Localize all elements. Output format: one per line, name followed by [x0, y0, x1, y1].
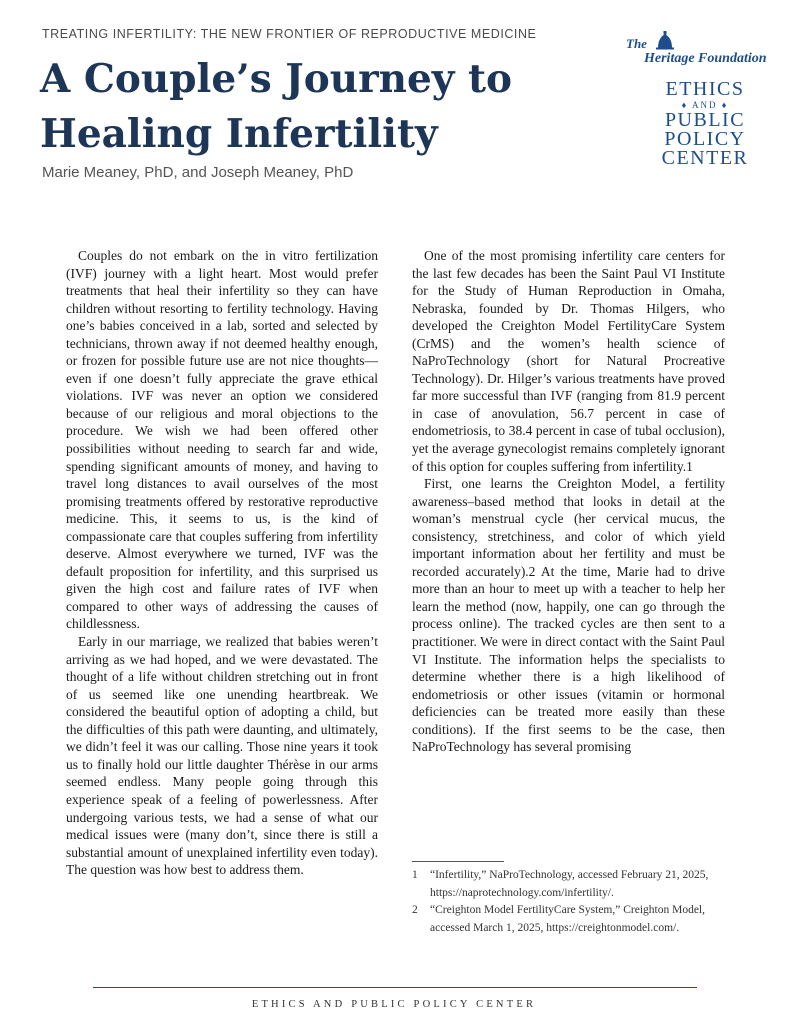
heritage-foundation-logo: [626, 30, 776, 70]
body-column-right: [412, 247, 725, 756]
footnote-text: “Infertility,” NaProTechnology, accessed February 21, 2025, https://naprotechnology.com/infertility/.: [430, 869, 709, 899]
body-paragraph: Couples do not embark on the in vitro fertilization (IVF) journey with a light heart. Most would prefer treatments that heal their infertility so they can have children without resorting to fertility technology. Having one’s babies conceived in a lab, sorted and selected by technicians, thrown away if not deemed healthy enough, or frozen for possible future use are not nice thoughts—even if one doesn’t fully appreciate the grave ethical violations. IVF was never an option we considered because of our religious and moral objections to the procedure. We wish we had been offered other possibilities without needing to search far and wide, spending significant amounts of money, and having to travel long distances to avail ourselves of the most promising treatments offered by restorative reproductive medicine. This, it seems to us, is the kind of compassionate care that couples suffering from infertility deserve. Almost everywhere we turned, IVF was the default proposition for infertility, and this surprised us given the high cost and failure rates of IVF when compared to other ways of addressing the causes of childlessness.: [66, 248, 378, 632]
footnote-number: 2: [412, 904, 418, 916]
liberty-bell-icon: [654, 30, 676, 50]
series-label: TREATING INFERTILITY: THE NEW FRONTIER OF REPRODUCTIVE MEDICINE: [42, 27, 537, 41]
footnote-text: “Creighton Model FertilityCare System,” Creighton Model, accessed March 1, 2025, https://creightonmodel.com/.: [430, 904, 706, 934]
eppc-logo-line4: CENTER: [661, 147, 749, 169]
footnote-number: 1: [412, 869, 418, 881]
eppc-logo-line1: ETHICS: [665, 78, 745, 100]
footer-divider: [93, 987, 697, 988]
article-title: A Couple’s Journey to Healing Infertility: [40, 56, 513, 157]
eppc-logo-line3: POLICY: [664, 128, 746, 150]
eppc-logo-line2: PUBLIC: [664, 109, 746, 131]
eppc-logo-and: ♦ AND ♦: [681, 100, 729, 110]
footnote-divider: [412, 861, 504, 862]
footnote: [412, 867, 725, 902]
body-column-left: [66, 247, 378, 879]
body-paragraph: One of the most promising infertility care centers for the last few decades has been the Saint Paul VI Institute for the Study of Human Reproduction in Omaha, Nebraska, founded by Dr. Thomas Hilgers, who developed the Creighton Model FertilityCare System (CrMS) and the women’s health science of NaProTechnology (short for Natural Procreative Technology). Dr. Hilger’s various treatments have proved far more successful than IVF (ranging from 81.9 percent in case of anovulation, 56.7 percent in case of endometriosis, to 38.4 percent in case of tubal occlusion), yet the average gynecologist remains completely ignorant of this option for couples suffering from infertility.1: [412, 248, 725, 474]
footnote: [412, 902, 725, 937]
authors-byline: Marie Meaney, PhD, and Joseph Meaney, PhD: [42, 164, 354, 181]
page-footer: ETHICS AND PUBLIC POLICY CENTER: [251, 999, 537, 1010]
body-paragraph: Early in our marriage, we realized that babies weren’t arriving as we had hoped, and we were devastated. The thought of a life without children stretching out in front of us seemed like one unending heartbreak. We considered the beautiful option of adopting a child, but the difficulties of this path were daunting, and ultimately, we didn’t feel it was our calling. Those nine years it took us to finally hold our little daughter Thérèse in our arms seemed endless. Many people going through this experience speak of a feeling of powerlessness. After undergoing various tests, we had a sense of what our medical issues were (many don’t, since there is still a substantial amount of unexplained infertility even today). The question was how best to address them.: [66, 634, 378, 878]
body-paragraph: First, one learns the Creighton Model, a fertility awareness–based method that looks in detail at the woman’s menstrual cycle (her cervical mucus, the consistency, stretchiness, and color of which yield important information about her fertility and must be recorded accurately).2 At the time, Marie had to drive more than an hour to meet up with a teacher to help her learn the method (now, happily, one can go through the process online). The tracked cycles are then sent to a practitioner. We were in direct contact with the Saint Paul VI Institute. The information helps the specialists to determine whether there is a high likelihood of endometriosis or other issues (vitamin or hormonal deficiencies can be treated more easily than these conditions). If the first seems to be the case, then NaProTechnology has several promising: [412, 476, 725, 755]
heritage-logo-name: Heritage Foundation: [644, 51, 767, 66]
heritage-logo-the: The: [626, 36, 647, 51]
eppc-logo: [650, 80, 760, 168]
footnotes: [412, 867, 725, 937]
